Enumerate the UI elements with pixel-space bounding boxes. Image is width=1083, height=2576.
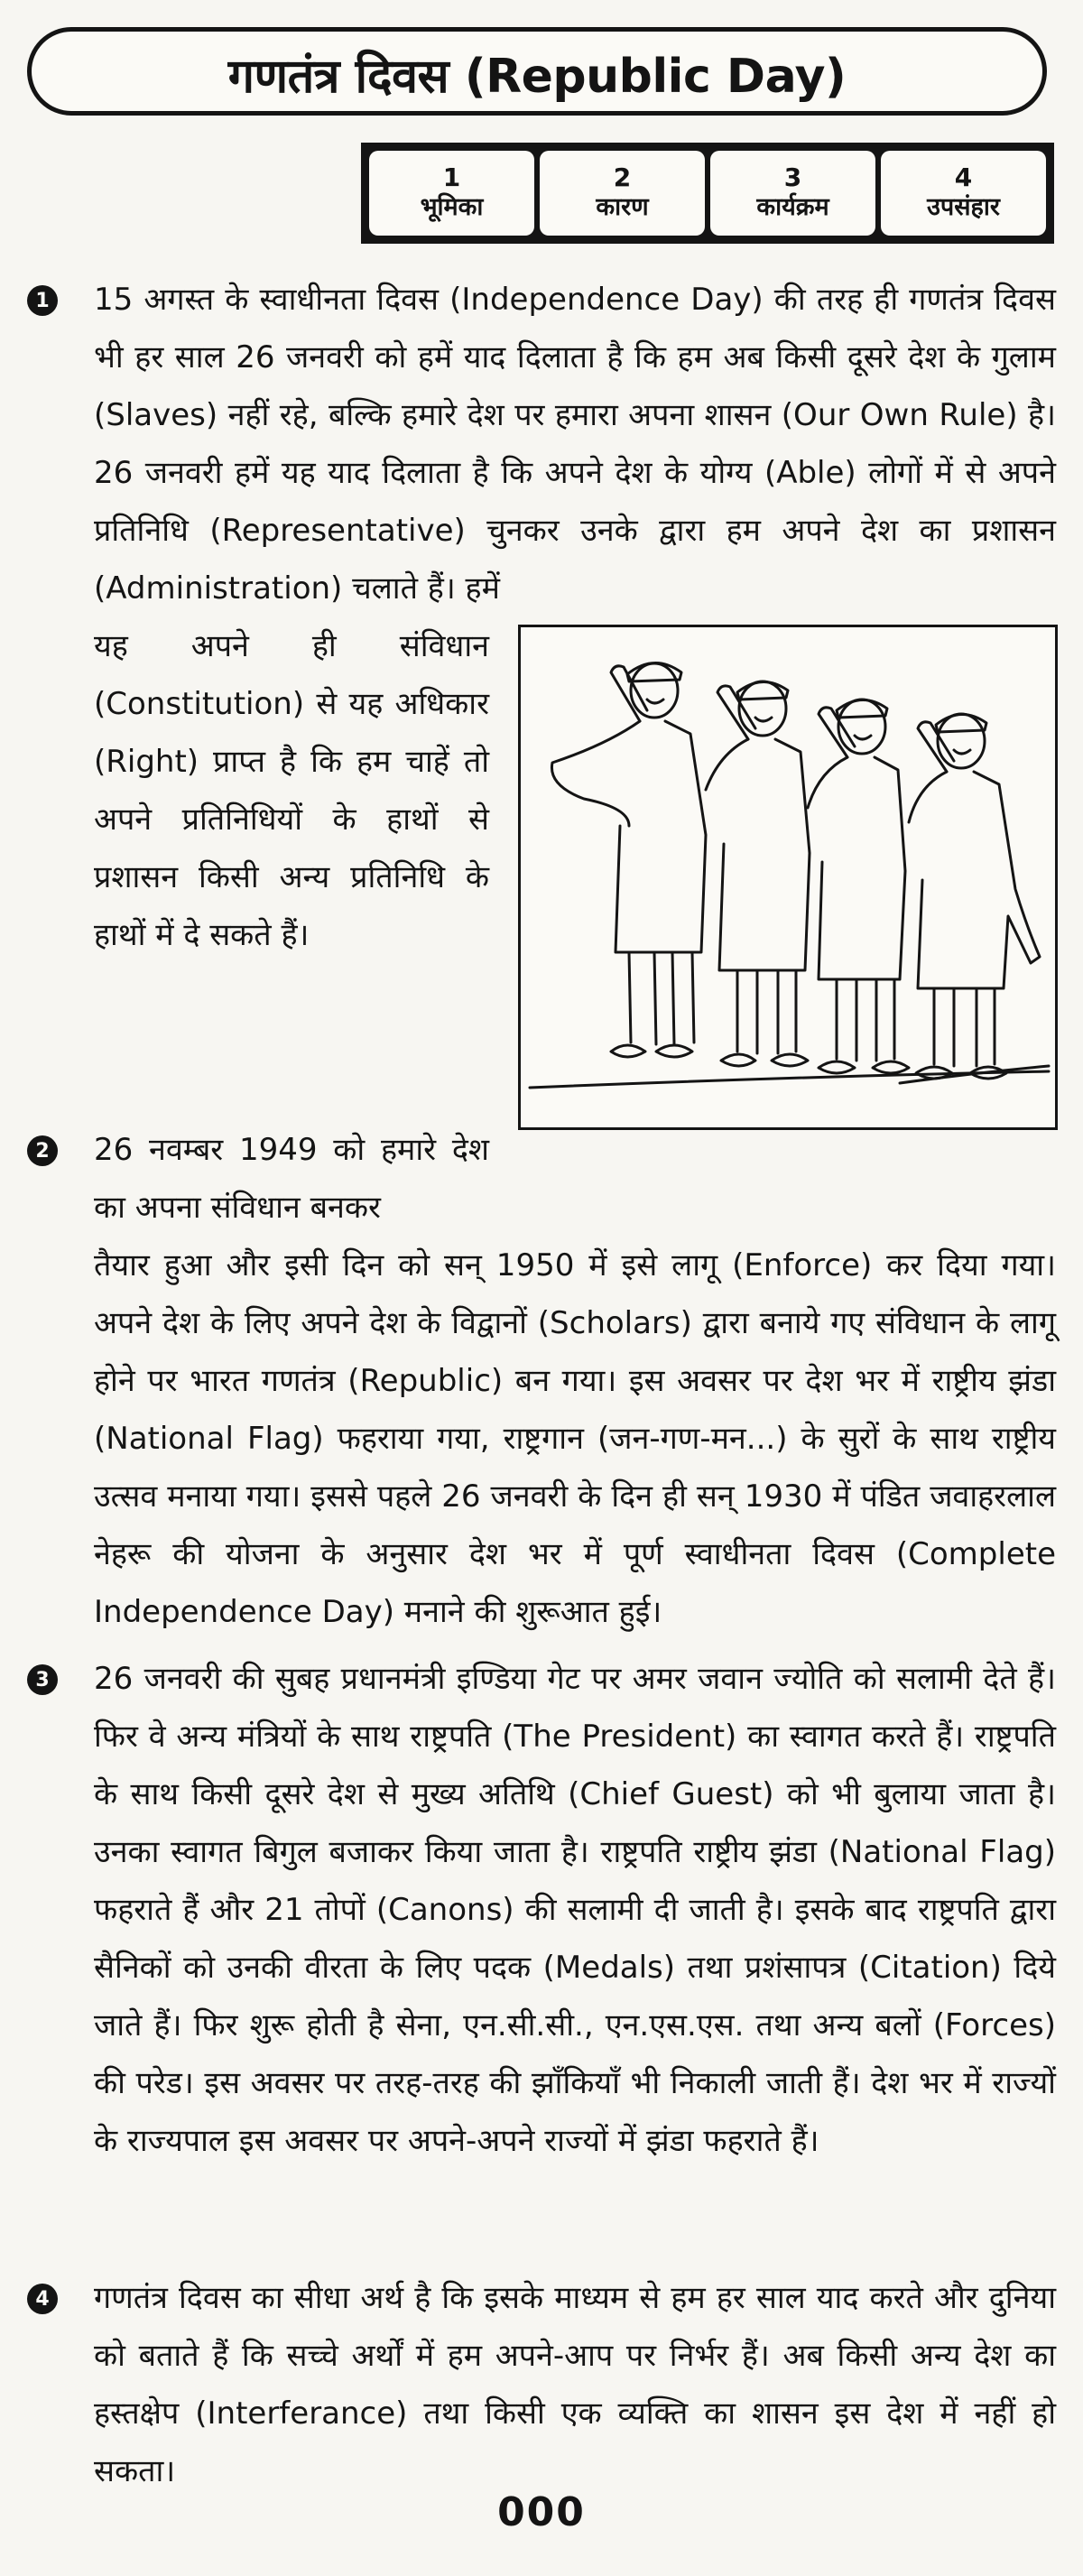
- saluting-children-drawing: [521, 627, 1055, 1127]
- outline-item-reason: [540, 151, 705, 236]
- outline-number: 3: [783, 162, 802, 192]
- outline-label: उपसंहार: [927, 192, 1000, 221]
- title-banner: [27, 27, 1047, 116]
- outline-number: 4: [954, 162, 973, 192]
- paragraph-1-intro: 15 अगस्त के स्वाधीनता दिवस (Independence Day) की तरह ही गणतंत्र दिवस भी हर साल 26 जनवरी को हमें याद दिलाता है कि हम अब किसी दूसरे देश के गुलाम (Slaves) नहीं रहे, बल्कि हमारे देश पर हमारा अपना शासन (Our Own Rule) है। 26 जनवरी हमें यह याद दिलाता है कि अपने देश के योग्य (Able) लोगों में से अपने प्रतिनिधि (Representative) चुनकर उनके द्वारा हम अपने देश का प्रशासन (Administration) चलाते हैं। हमें: [94, 282, 1056, 607]
- page-title: गणतंत्र दिवस (Republic Day): [227, 50, 847, 104]
- paragraph-3: 26 जनवरी की सुबह प्रधानमंत्री इण्डिया गेट पर अमर जवान ज्योति को सलामी देते हैं। फिर वे अन्य मंत्रियों के साथ राष्ट्रपति (The President) का स्वागत करते हैं। राष्ट्रपति के साथ किसी दूसरे देश से मुख्य अतिथि (Chief Guest) को भी बुलाया जाता है। उनका स्वागत बिगुल बजाकर किया जाता है। राष्ट्रपति राष्ट्रीय झंडा (National Flag) फहराते हैं और 21 तोपों (Canons) की सलामी दी जाती है। इसके बाद राष्ट्रपति द्वारा सैनिकों को उनकी वीरता के लिए पदक (Medals) तथा प्रशंसापत्र (Citation) दिये जाते हैं। फिर शुरू होती है सेना, एन.सी.सी., एन.एस.एस. तथा अन्य बलों (Forces) की परेड। इस अवसर पर तरह-तरह की झाँकियाँ भी निकाली जाती हैं। देश भर में राज्यों के राज्यपाल इस अवसर पर अपने-अपने राज्यों में झंडा फहराते हैं।: [94, 1661, 1056, 2159]
- outline-item-program: [710, 151, 875, 236]
- paragraph-marker-3: 3: [27, 1664, 58, 1695]
- outline-label: कारण: [596, 192, 649, 221]
- paragraph-4: गणतंत्र दिवस का सीधा अर्थ है कि इसके माध्यम से हम हर साल याद करते और दुनिया को बताते हैं कि सच्चे अर्थों में हम अपने-आप पर निर्भर हैं। अब किसी अन्य देश का हस्तक्षेप (Interferance) तथा किसी एक व्यक्ति का शासन इस देश में नहीं हो सकता।: [94, 2280, 1056, 2489]
- paragraph-marker-4: 4: [27, 2284, 58, 2314]
- outline-item-intro: [369, 151, 534, 236]
- outline-number: 1: [442, 162, 461, 192]
- paragraph-marker-2: 2: [27, 1135, 58, 1166]
- saluting-children-illustration: [518, 625, 1058, 1130]
- end-ornament: 000: [497, 2489, 586, 2535]
- outline-number: 2: [613, 162, 632, 192]
- paragraph-1-continued: यह अपने ही संविधान (Constitution) से यह अधिकार (Right) प्राप्त है कि हम चाहें तो अपने प्रतिनिधियों के हाथों से प्रशासन किसी अन्य प्रतिनिधि के हाथों में दे सकते हैं।: [94, 628, 489, 953]
- essay-outline: [361, 143, 1054, 244]
- outline-label: कार्यक्रम: [756, 192, 829, 221]
- outline-item-conclusion: [881, 151, 1046, 236]
- paragraph-2-body: तैयार हुआ और इसी दिन को सन् 1950 में इसे लागू (Enforce) कर दिया गया। अपने देश के लिए अपने देश के विद्वानों (Scholars) द्वारा बनाये गए संविधान के लागू होने पर भारत गणतंत्र (Republic) बन गया। इस अवसर पर देश भर में राष्ट्रीय झंडा (National Flag) फहराया गया, राष्ट्रगान (जन-गण-मन...) के सुरों के साथ राष्ट्रीय उत्सव मनाया गया। इससे पहले 26 जनवरी के दिन ही सन् 1930 में पंडित जवाहरलाल नेहरू की योजना के अनुसार देश भर में पूर्ण स्वाधीनता दिवस (Complete Independence Day) मनाने की शुरूआत हुई।: [94, 1247, 1056, 1630]
- paragraph-marker-1: 1: [27, 285, 58, 316]
- outline-label: भूमिका: [420, 192, 484, 221]
- paragraph-2-intro: 26 नवम्बर 1949 को हमारे देश का अपना संविधान बनकर: [94, 1132, 489, 1226]
